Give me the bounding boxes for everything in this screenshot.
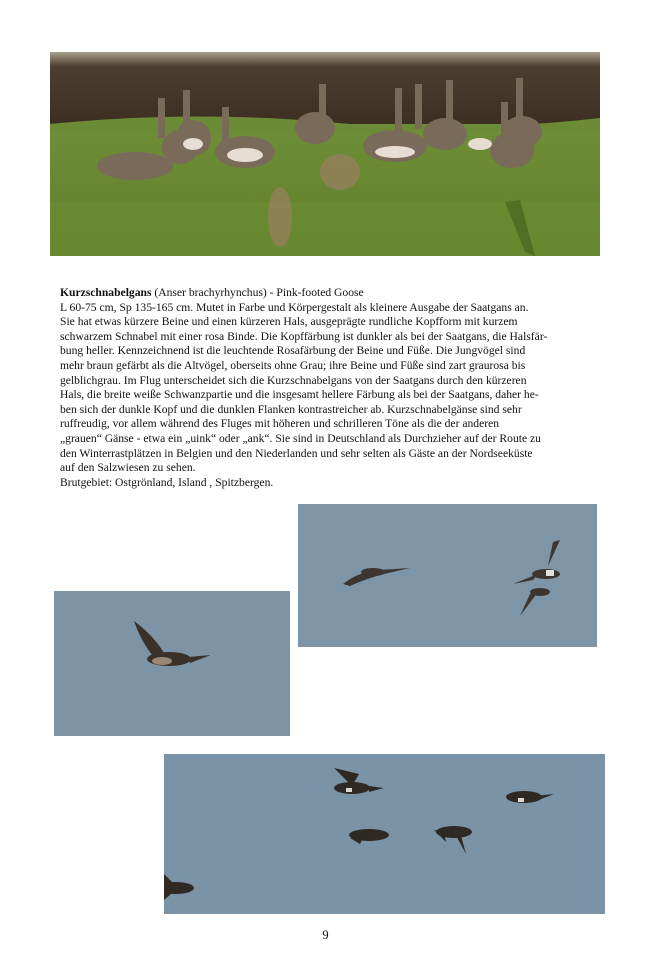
photo-geese-flight-pair [298, 504, 597, 647]
text-line: ben sich der dunkle Kopf und die dunklen Flanken kontrastreicher ab. Kurzschnabelgänse sind sehr [60, 402, 522, 416]
species-heading [60, 286, 595, 301]
text-line: den Winterrastplätzen in Belgien und den Niederlanden und sehr selten als Gäste an der Nordseeküste [60, 446, 533, 460]
text-line: „grauen“ Gänse - etwa ein „uink“ oder „ank“. Sie sind in Deutschland als Durchzieher auf der Route zu [60, 431, 541, 445]
species-name-german: Kurzschnabelgans [60, 286, 152, 299]
species-name-latin: (Anser brachyrhynchus) [154, 286, 267, 299]
text-line: ruffreudig, vor allem während des Fluges mit höheren und schrilleren Töne als die der anderen [60, 417, 500, 431]
photo-goose-flight-single [54, 591, 290, 736]
photo-geese-grazing [50, 52, 600, 256]
text-line: auf den Salzwiesen zu sehen. [60, 461, 196, 475]
text-line: mehr braun gefärbt als die Altvögel, oberseits ohne Grau; ihre Beine und Füße sind zart graurosa bis [60, 358, 526, 372]
page-number: 9 [322, 928, 329, 942]
text-line: Sie hat etwas kürzere Beine und einen kürzeren Hals, ausgeprägte rundliche Kopfform mit kurzem [60, 315, 518, 329]
text-line: bung heller. Kennzeichnend ist die leuchtende Rosafärbung der Beine und Füße. Die Jungvögel sind [60, 344, 526, 358]
text-line: L 60-75 cm, Sp 135-165 cm. Mutet in Farbe und Körpergestalt als kleinere Ausgabe der Saatgans an. [60, 300, 529, 314]
species-description [60, 286, 595, 490]
breeding-area: Brutgebiet: Ostgrönland, Island , Spitzbergen. [60, 475, 274, 489]
text-line: schwarzem Schnabel mit einer rosa Binde. Die Kopffärbung ist dunkler als bei der Saatgans, die Halsfär- [60, 329, 548, 343]
photo-geese-flight-flock [164, 754, 605, 914]
species-name-english: - Pink-footed Goose [269, 286, 364, 299]
text-line: gelblichgrau. Im Flug unterscheidet sich die Kurzschnabelgans von der Saatgans durch den kürzeren [60, 373, 527, 387]
text-line: Hals, die breite weiße Schwanzpartie und die insgesamt hellere Färbung als bei der Saatgans, daher he- [60, 388, 539, 402]
